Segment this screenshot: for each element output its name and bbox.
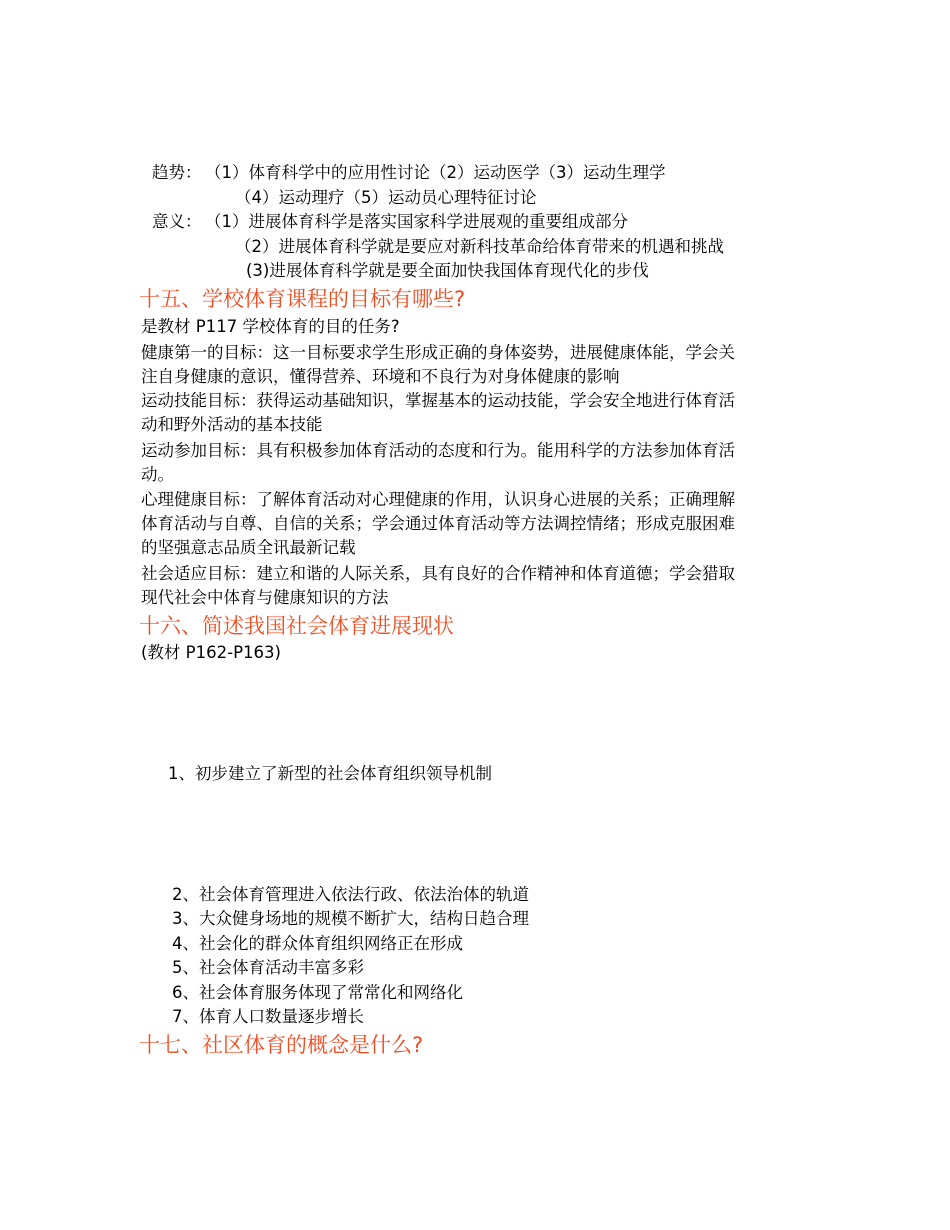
skill-goal-line-2: 动和野外活动的基本技能 [141,415,323,434]
list-item: 5、社会体育活动丰富多彩 [172,958,364,977]
skill-goal-line-1: 运动技能目标：获得运动基础知识，掌握基本的运动技能，学会安全地进行体育活 [141,391,735,410]
trend-line-2: （4）运动理疗（5）运动员心理特征讨论 [235,188,537,207]
section16-heading: 十六、简述我国社会体育进展现状 [139,614,454,638]
list-item: 6、社会体育服务体现了常常化和网络化 [172,983,463,1002]
mental-goal-line-3: 的坚强意志品质全讯最新记载 [141,538,356,557]
list-item: 4、社会化的群众体育组织网络正在形成 [172,934,463,953]
participation-goal-line-1: 运动参加目标：具有积极参加体育活动的态度和行为。能用科学的方法参加体育活 [141,441,735,460]
meaning-label: 意义： [152,212,202,231]
section17-heading: 十七、社区体育的概念是什么? [139,1033,424,1057]
list-item: 2、社会体育管理进入依法行政、依法治体的轨道 [172,885,529,904]
section16-ref: (教材 P162-P163) [141,643,281,662]
social-goal-line-1: 社会适应目标：建立和谐的人际关系，具有良好的合作精神和体育道德；学会猎取 [141,564,735,583]
mental-goal-line-2: 体育活动与自尊、自信的关系；学会通过体育活动等方法调控情绪；形成克服困难 [141,514,735,533]
trend-label: 趋势： [152,163,202,182]
meaning-line-3: (3)进展体育科学就是要全面加快我国体育现代化的步伐 [246,261,649,280]
section15-ref: 是教材 P117 学校体育的目的任务? [141,317,400,336]
mental-goal-line-1: 心理健康目标：了解体育活动对心理健康的作用，认识身心进展的关系；正确理解 [141,490,735,509]
health-goal-line-1: 健康第一的目标：这一目标要求学生形成正确的身体姿势，进展健康体能，学会关 [141,343,735,362]
trend-line-1: （1）体育科学中的应用性讨论（2）运动医学（3）运动生理学 [205,163,666,182]
social-goal-line-2: 现代社会中体育与健康知识的方法 [141,588,389,607]
participation-goal-line-2: 动。 [141,465,174,484]
list-item: 1、初步建立了新型的社会体育组织领导机制 [168,764,492,783]
health-goal-line-2: 注自身健康的意识，懂得营养、环境和不良行为对身体健康的影响 [141,367,620,386]
section15-heading: 十五、学校体育课程的目标有哪些? [139,287,466,311]
list-item: 7、体育人口数量逐步增长 [172,1007,364,1026]
meaning-line-2: （2）进展体育科学就是要应对新科技革命给体育带来的机遇和挑战 [235,237,724,256]
list-item: 3、大众健身场地的规模不断扩大，结构日趋合理 [172,909,529,928]
meaning-line-1: （1）进展体育科学是落实国家科学进展观的重要组成部分 [205,212,628,231]
